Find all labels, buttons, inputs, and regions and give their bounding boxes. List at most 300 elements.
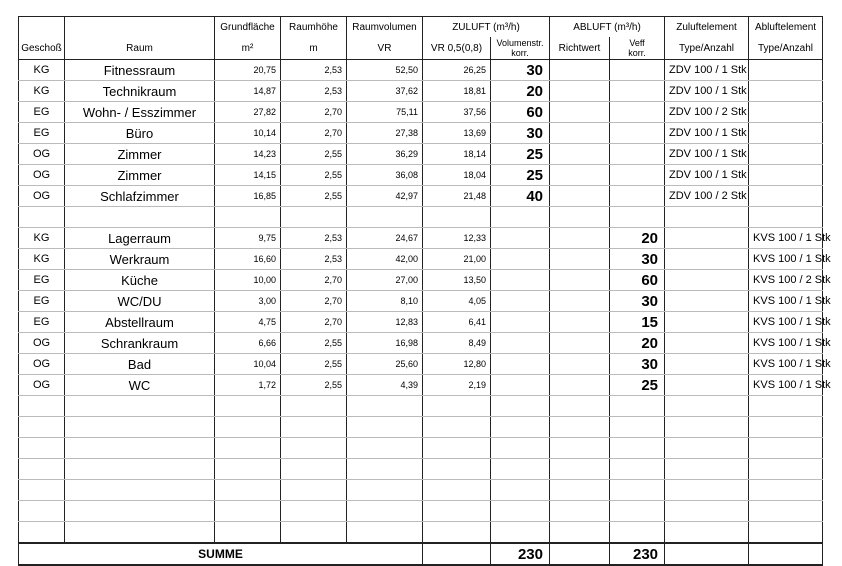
cell-vr bbox=[423, 459, 491, 480]
cell-richtwert bbox=[550, 354, 610, 375]
cell-abluft-type: KVS 100 / 1 Stk bbox=[749, 228, 823, 249]
cell-abluft-veff bbox=[610, 396, 665, 417]
cell-vr: 37,56 bbox=[423, 102, 491, 123]
cell-raumvolumen: 25,60 bbox=[347, 354, 423, 375]
summary-abluft-total: 230 bbox=[610, 543, 665, 565]
cell-raum: Wohn- / Esszimmer bbox=[65, 102, 215, 123]
cell-abluft-veff: 30 bbox=[610, 354, 665, 375]
header-raum: Raum bbox=[65, 37, 215, 60]
header-zuluft: ZULUFT (m³/h) bbox=[423, 17, 550, 38]
cell-zuluft-type: ZDV 100 / 1 Stk bbox=[665, 165, 749, 186]
empty-row bbox=[19, 417, 823, 438]
cell-zuluft-korr bbox=[491, 417, 550, 438]
cell-abluft-type bbox=[749, 81, 823, 102]
cell-abluft-veff: 20 bbox=[610, 333, 665, 354]
cell-grundflaeche: 14,23 bbox=[215, 144, 281, 165]
cell-geschoss: OG bbox=[19, 354, 65, 375]
cell-grundflaeche: 4,75 bbox=[215, 312, 281, 333]
cell-zuluft-korr bbox=[491, 354, 550, 375]
table-row bbox=[19, 312, 823, 333]
cell-zuluft-type: ZDV 100 / 1 Stk bbox=[665, 123, 749, 144]
header-zuluftelement: Zuluftelement bbox=[665, 17, 749, 38]
cell-geschoss: OG bbox=[19, 186, 65, 207]
cell-raumhoehe: 2,53 bbox=[281, 249, 347, 270]
cell-richtwert bbox=[550, 81, 610, 102]
cell-geschoss bbox=[19, 438, 65, 459]
cell-abluft-veff: 25 bbox=[610, 375, 665, 396]
cell-vr: 18,14 bbox=[423, 144, 491, 165]
header-raumhoehe: Raumhöhe bbox=[281, 17, 347, 38]
cell-zuluft-type: ZDV 100 / 1 Stk bbox=[665, 60, 749, 81]
cell-raumhoehe: 2,70 bbox=[281, 102, 347, 123]
cell-vr: 18,81 bbox=[423, 81, 491, 102]
cell-geschoss: OG bbox=[19, 144, 65, 165]
cell-raumvolumen: 42,97 bbox=[347, 186, 423, 207]
cell-abluft-veff: 60 bbox=[610, 270, 665, 291]
cell-abluft-veff bbox=[610, 459, 665, 480]
cell-abluft-veff bbox=[610, 522, 665, 544]
cell-raumvolumen: 27,38 bbox=[347, 123, 423, 144]
cell-zuluft-korr bbox=[491, 459, 550, 480]
cell-abluft-veff bbox=[610, 480, 665, 501]
cell-abluft-veff bbox=[610, 438, 665, 459]
cell-abluft-type bbox=[749, 102, 823, 123]
cell-abluft-type: KVS 100 / 1 Stk bbox=[749, 333, 823, 354]
cell-grundflaeche: 14,87 bbox=[215, 81, 281, 102]
table-row bbox=[19, 123, 823, 144]
cell-raumhoehe: 2,55 bbox=[281, 165, 347, 186]
table-row bbox=[19, 354, 823, 375]
ventilation-table bbox=[18, 16, 831, 566]
cell-raumvolumen bbox=[347, 522, 423, 544]
cell-raumvolumen: 36,08 bbox=[347, 165, 423, 186]
cell-zuluft-korr: 30 bbox=[491, 60, 550, 81]
table-row bbox=[19, 102, 823, 123]
cell-zuluft-korr: 20 bbox=[491, 81, 550, 102]
cell-richtwert bbox=[550, 249, 610, 270]
cell-grundflaeche bbox=[215, 459, 281, 480]
cell-zuluft-type: ZDV 100 / 2 Stk bbox=[665, 186, 749, 207]
empty-row bbox=[19, 396, 823, 417]
cell-raum: Bad bbox=[65, 354, 215, 375]
cell-raumhoehe: 2,55 bbox=[281, 375, 347, 396]
cell-raumhoehe: 2,55 bbox=[281, 354, 347, 375]
empty-row bbox=[19, 522, 823, 544]
cell-grundflaeche: 16,60 bbox=[215, 249, 281, 270]
cell-zuluft-type bbox=[665, 312, 749, 333]
cell-vr bbox=[423, 480, 491, 501]
cell-zuluft-korr bbox=[491, 438, 550, 459]
cell-abluft-veff bbox=[610, 123, 665, 144]
cell-vr bbox=[423, 438, 491, 459]
cell-vr: 4,05 bbox=[423, 291, 491, 312]
cell-abluft-type bbox=[749, 396, 823, 417]
cell-raumvolumen bbox=[347, 459, 423, 480]
cell-grundflaeche bbox=[215, 396, 281, 417]
header-unit-height: m bbox=[281, 37, 347, 60]
cell-richtwert bbox=[550, 144, 610, 165]
cell-raum: Büro bbox=[65, 123, 215, 144]
header-raumvolumen: Raumvolumen bbox=[347, 17, 423, 38]
cell-geschoss: EG bbox=[19, 270, 65, 291]
summary-zuluft-total: 230 bbox=[491, 543, 550, 565]
cell-geschoss: EG bbox=[19, 123, 65, 144]
cell-abluft-type bbox=[749, 459, 823, 480]
cell-raum: Abstellraum bbox=[65, 312, 215, 333]
cell-raum: WC/DU bbox=[65, 291, 215, 312]
header-volumenstrom-line2: korr. bbox=[511, 48, 529, 58]
cell-grundflaeche bbox=[215, 438, 281, 459]
cell-grundflaeche: 10,00 bbox=[215, 270, 281, 291]
cell-zuluft-type bbox=[665, 459, 749, 480]
cell-abluft-veff bbox=[610, 186, 665, 207]
cell-grundflaeche: 6,66 bbox=[215, 333, 281, 354]
cell-raumvolumen: 27,00 bbox=[347, 270, 423, 291]
cell-geschoss bbox=[19, 501, 65, 522]
cell-vr: 12,33 bbox=[423, 228, 491, 249]
cell-geschoss bbox=[19, 459, 65, 480]
cell-vr bbox=[423, 417, 491, 438]
header-zu-type: Type/Anzahl bbox=[665, 37, 749, 60]
table-row bbox=[19, 186, 823, 207]
cell-vr: 21,00 bbox=[423, 249, 491, 270]
cell-abluft-type bbox=[749, 186, 823, 207]
header-veff-line1: Veff bbox=[629, 38, 645, 48]
cell-zuluft-korr: 60 bbox=[491, 102, 550, 123]
cell-zuluft-korr bbox=[491, 312, 550, 333]
cell-raum: Zimmer bbox=[65, 144, 215, 165]
header-unit-area: m² bbox=[215, 37, 281, 60]
table-row bbox=[19, 165, 823, 186]
cell-geschoss bbox=[19, 522, 65, 544]
cell-abluft-veff: 20 bbox=[610, 228, 665, 249]
cell-vr: 13,69 bbox=[423, 123, 491, 144]
cell-raumhoehe bbox=[281, 522, 347, 544]
cell-raum: Lagerraum bbox=[65, 228, 215, 249]
header-abluftelement: Abluftelement bbox=[749, 17, 823, 38]
cell-richtwert bbox=[550, 60, 610, 81]
cell-zuluft-type bbox=[665, 522, 749, 544]
cell-richtwert bbox=[550, 228, 610, 249]
cell-abluft-veff: 30 bbox=[610, 291, 665, 312]
cell-zuluft-korr bbox=[491, 249, 550, 270]
cell-zuluft-korr bbox=[491, 522, 550, 544]
cell-geschoss: KG bbox=[19, 249, 65, 270]
cell-raumvolumen: 4,39 bbox=[347, 375, 423, 396]
cell-raumvolumen: 8,10 bbox=[347, 291, 423, 312]
cell-zuluft-korr bbox=[491, 333, 550, 354]
cell-raum bbox=[65, 459, 215, 480]
header-geschoss: Geschoß bbox=[19, 37, 65, 60]
table-row bbox=[19, 249, 823, 270]
cell-abluft-type: KVS 100 / 2 Stk bbox=[749, 270, 823, 291]
header-richtwert: Richtwert bbox=[550, 37, 610, 60]
cell-abluft-type bbox=[749, 438, 823, 459]
empty-row bbox=[19, 459, 823, 480]
cell-zuluft-type bbox=[665, 354, 749, 375]
cell-richtwert bbox=[550, 207, 610, 228]
cell-raumvolumen bbox=[347, 480, 423, 501]
cell-abluft-type bbox=[749, 480, 823, 501]
cell-raum bbox=[65, 207, 215, 228]
cell-raumvolumen bbox=[347, 417, 423, 438]
cell-vr: 2,19 bbox=[423, 375, 491, 396]
cell-raumhoehe: 2,53 bbox=[281, 60, 347, 81]
cell-geschoss: EG bbox=[19, 291, 65, 312]
cell-geschoss bbox=[19, 207, 65, 228]
cell-zuluft-type bbox=[665, 207, 749, 228]
cell-vr: 26,25 bbox=[423, 60, 491, 81]
cell-raumhoehe: 2,55 bbox=[281, 144, 347, 165]
cell-abluft-type: KVS 100 / 1 Stk bbox=[749, 249, 823, 270]
cell-grundflaeche: 3,00 bbox=[215, 291, 281, 312]
cell-abluft-type: KVS 100 / 1 Stk bbox=[749, 354, 823, 375]
cell-grundflaeche bbox=[215, 501, 281, 522]
cell-raumvolumen: 12,83 bbox=[347, 312, 423, 333]
cell-raumhoehe: 2,70 bbox=[281, 312, 347, 333]
cell-zuluft-type: ZDV 100 / 1 Stk bbox=[665, 81, 749, 102]
cell-raumhoehe: 2,70 bbox=[281, 123, 347, 144]
cell-zuluft-korr bbox=[491, 228, 550, 249]
cell-grundflaeche: 9,75 bbox=[215, 228, 281, 249]
cell-abluft-type: KVS 100 / 1 Stk bbox=[749, 375, 823, 396]
cell-zuluft-type bbox=[665, 291, 749, 312]
header-volumenstrom bbox=[491, 37, 550, 60]
cell-abluft-type: KVS 100 / 1 Stk bbox=[749, 291, 823, 312]
header-grundflaeche: Grundfläche bbox=[215, 17, 281, 38]
cell-raumhoehe: 2,70 bbox=[281, 291, 347, 312]
cell-raumhoehe: 2,70 bbox=[281, 270, 347, 291]
cell-zuluft-type: ZDV 100 / 1 Stk bbox=[665, 144, 749, 165]
cell-zuluft-type bbox=[665, 417, 749, 438]
cell-raum: Schrankraum bbox=[65, 333, 215, 354]
cell-raum: Technikraum bbox=[65, 81, 215, 102]
cell-raum bbox=[65, 522, 215, 544]
cell-raum bbox=[65, 417, 215, 438]
table-row bbox=[19, 270, 823, 291]
cell-geschoss bbox=[19, 480, 65, 501]
cell-grundflaeche: 10,04 bbox=[215, 354, 281, 375]
cell-richtwert bbox=[550, 165, 610, 186]
cell-richtwert bbox=[550, 522, 610, 544]
cell-grundflaeche: 20,75 bbox=[215, 60, 281, 81]
cell-zuluft-type: ZDV 100 / 2 Stk bbox=[665, 102, 749, 123]
cell-abluft-veff bbox=[610, 207, 665, 228]
cell-zuluft-korr bbox=[491, 207, 550, 228]
cell-abluft-veff bbox=[610, 81, 665, 102]
cell-vr: 6,41 bbox=[423, 312, 491, 333]
cell-abluft-veff bbox=[610, 417, 665, 438]
cell-raumvolumen bbox=[347, 501, 423, 522]
cell-grundflaeche: 1,72 bbox=[215, 375, 281, 396]
cell-raum: Küche bbox=[65, 270, 215, 291]
cell-geschoss: EG bbox=[19, 312, 65, 333]
header-veff-line2: korr. bbox=[628, 48, 646, 58]
cell-raumhoehe: 2,53 bbox=[281, 81, 347, 102]
cell-raum bbox=[65, 480, 215, 501]
cell-grundflaeche bbox=[215, 417, 281, 438]
cell-raumvolumen bbox=[347, 207, 423, 228]
cell-geschoss: OG bbox=[19, 375, 65, 396]
cell-richtwert bbox=[550, 375, 610, 396]
cell-zuluft-type bbox=[665, 396, 749, 417]
cell-grundflaeche bbox=[215, 480, 281, 501]
cell-zuluft-type bbox=[665, 270, 749, 291]
cell-abluft-veff bbox=[610, 165, 665, 186]
cell-vr bbox=[423, 207, 491, 228]
summary-row bbox=[19, 543, 823, 565]
summary-spacer-richtwert bbox=[550, 543, 610, 565]
cell-raumhoehe bbox=[281, 396, 347, 417]
cell-vr: 18,04 bbox=[423, 165, 491, 186]
cell-abluft-veff bbox=[610, 60, 665, 81]
cell-zuluft-korr: 40 bbox=[491, 186, 550, 207]
cell-raumhoehe bbox=[281, 417, 347, 438]
cell-raum: Zimmer bbox=[65, 165, 215, 186]
cell-abluft-veff bbox=[610, 501, 665, 522]
cell-geschoss: OG bbox=[19, 165, 65, 186]
header-abluft: ABLUFT (m³/h) bbox=[550, 17, 665, 38]
header-ab-type: Type/Anzahl bbox=[749, 37, 823, 60]
summary-spacer-ab-type bbox=[749, 543, 823, 565]
cell-richtwert bbox=[550, 102, 610, 123]
cell-zuluft-type bbox=[665, 375, 749, 396]
summary-spacer-vr bbox=[423, 543, 491, 565]
cell-vr: 8,49 bbox=[423, 333, 491, 354]
summary-label: SUMME bbox=[19, 543, 423, 565]
cell-raumhoehe: 2,55 bbox=[281, 333, 347, 354]
cell-zuluft-korr bbox=[491, 375, 550, 396]
cell-grundflaeche: 16,85 bbox=[215, 186, 281, 207]
cell-raumvolumen: 42,00 bbox=[347, 249, 423, 270]
header-row-2 bbox=[19, 37, 823, 60]
cell-raumhoehe bbox=[281, 480, 347, 501]
cell-vr bbox=[423, 396, 491, 417]
cell-abluft-type: KVS 100 / 1 Stk bbox=[749, 312, 823, 333]
cell-raumhoehe: 2,55 bbox=[281, 186, 347, 207]
header-row-1 bbox=[19, 17, 823, 38]
cell-raum bbox=[65, 396, 215, 417]
table-row bbox=[19, 207, 823, 228]
cell-richtwert bbox=[550, 480, 610, 501]
cell-geschoss: EG bbox=[19, 102, 65, 123]
cell-vr bbox=[423, 501, 491, 522]
cell-raumhoehe bbox=[281, 459, 347, 480]
cell-zuluft-type bbox=[665, 249, 749, 270]
cell-raum: WC bbox=[65, 375, 215, 396]
cell-raum: Werkraum bbox=[65, 249, 215, 270]
cell-zuluft-korr: 25 bbox=[491, 144, 550, 165]
table-row bbox=[19, 144, 823, 165]
cell-abluft-type bbox=[749, 417, 823, 438]
cell-grundflaeche: 10,14 bbox=[215, 123, 281, 144]
table-body bbox=[19, 60, 831, 544]
cell-zuluft-korr bbox=[491, 396, 550, 417]
header-unit-volume: VR bbox=[347, 37, 423, 60]
cell-abluft-type bbox=[749, 60, 823, 81]
cell-zuluft-korr bbox=[491, 270, 550, 291]
header-veff bbox=[610, 37, 665, 60]
cell-zuluft-type bbox=[665, 480, 749, 501]
cell-grundflaeche: 14,15 bbox=[215, 165, 281, 186]
cell-geschoss bbox=[19, 417, 65, 438]
cell-abluft-veff: 15 bbox=[610, 312, 665, 333]
cell-raumvolumen: 36,29 bbox=[347, 144, 423, 165]
cell-raum: Fitnessraum bbox=[65, 60, 215, 81]
cell-grundflaeche bbox=[215, 522, 281, 544]
cell-zuluft-korr bbox=[491, 291, 550, 312]
header-raum-top bbox=[65, 17, 215, 38]
cell-richtwert bbox=[550, 459, 610, 480]
table-row bbox=[19, 291, 823, 312]
cell-zuluft-type bbox=[665, 501, 749, 522]
cell-vr bbox=[423, 522, 491, 544]
cell-zuluft-korr bbox=[491, 480, 550, 501]
cell-richtwert bbox=[550, 333, 610, 354]
ventilation-table-sheet bbox=[18, 16, 831, 563]
cell-richtwert bbox=[550, 417, 610, 438]
cell-raumvolumen bbox=[347, 438, 423, 459]
cell-raumvolumen: 75,11 bbox=[347, 102, 423, 123]
cell-raumhoehe bbox=[281, 207, 347, 228]
cell-raumhoehe bbox=[281, 438, 347, 459]
cell-abluft-type bbox=[749, 165, 823, 186]
cell-abluft-veff bbox=[610, 144, 665, 165]
empty-row bbox=[19, 501, 823, 522]
cell-raum: Schlafzimmer bbox=[65, 186, 215, 207]
cell-zuluft-korr: 30 bbox=[491, 123, 550, 144]
header-volumenstrom-line1: Volumenstr. bbox=[496, 38, 544, 48]
table-row bbox=[19, 60, 823, 81]
cell-richtwert bbox=[550, 270, 610, 291]
cell-raumvolumen: 37,62 bbox=[347, 81, 423, 102]
cell-abluft-type bbox=[749, 144, 823, 165]
cell-abluft-type bbox=[749, 501, 823, 522]
cell-vr: 12,80 bbox=[423, 354, 491, 375]
cell-vr: 21,48 bbox=[423, 186, 491, 207]
cell-geschoss: KG bbox=[19, 60, 65, 81]
cell-raumhoehe bbox=[281, 501, 347, 522]
cell-richtwert bbox=[550, 501, 610, 522]
header-geschoss-top bbox=[19, 17, 65, 38]
empty-row bbox=[19, 480, 823, 501]
header-vr-factor: VR 0,5(0,8) bbox=[423, 37, 491, 60]
table-row bbox=[19, 375, 823, 396]
cell-raumvolumen: 52,50 bbox=[347, 60, 423, 81]
cell-richtwert bbox=[550, 291, 610, 312]
cell-richtwert bbox=[550, 438, 610, 459]
cell-raum bbox=[65, 501, 215, 522]
cell-abluft-veff: 30 bbox=[610, 249, 665, 270]
cell-vr: 13,50 bbox=[423, 270, 491, 291]
cell-abluft-type bbox=[749, 522, 823, 544]
table-row bbox=[19, 228, 823, 249]
cell-raum bbox=[65, 438, 215, 459]
empty-row bbox=[19, 438, 823, 459]
cell-geschoss: KG bbox=[19, 81, 65, 102]
cell-raumvolumen bbox=[347, 396, 423, 417]
table-row bbox=[19, 81, 823, 102]
cell-richtwert bbox=[550, 312, 610, 333]
cell-zuluft-korr bbox=[491, 501, 550, 522]
cell-grundflaeche bbox=[215, 207, 281, 228]
cell-zuluft-korr: 25 bbox=[491, 165, 550, 186]
cell-raumvolumen: 16,98 bbox=[347, 333, 423, 354]
cell-richtwert bbox=[550, 123, 610, 144]
cell-geschoss: OG bbox=[19, 333, 65, 354]
cell-abluft-type bbox=[749, 123, 823, 144]
cell-raumhoehe: 2,53 bbox=[281, 228, 347, 249]
